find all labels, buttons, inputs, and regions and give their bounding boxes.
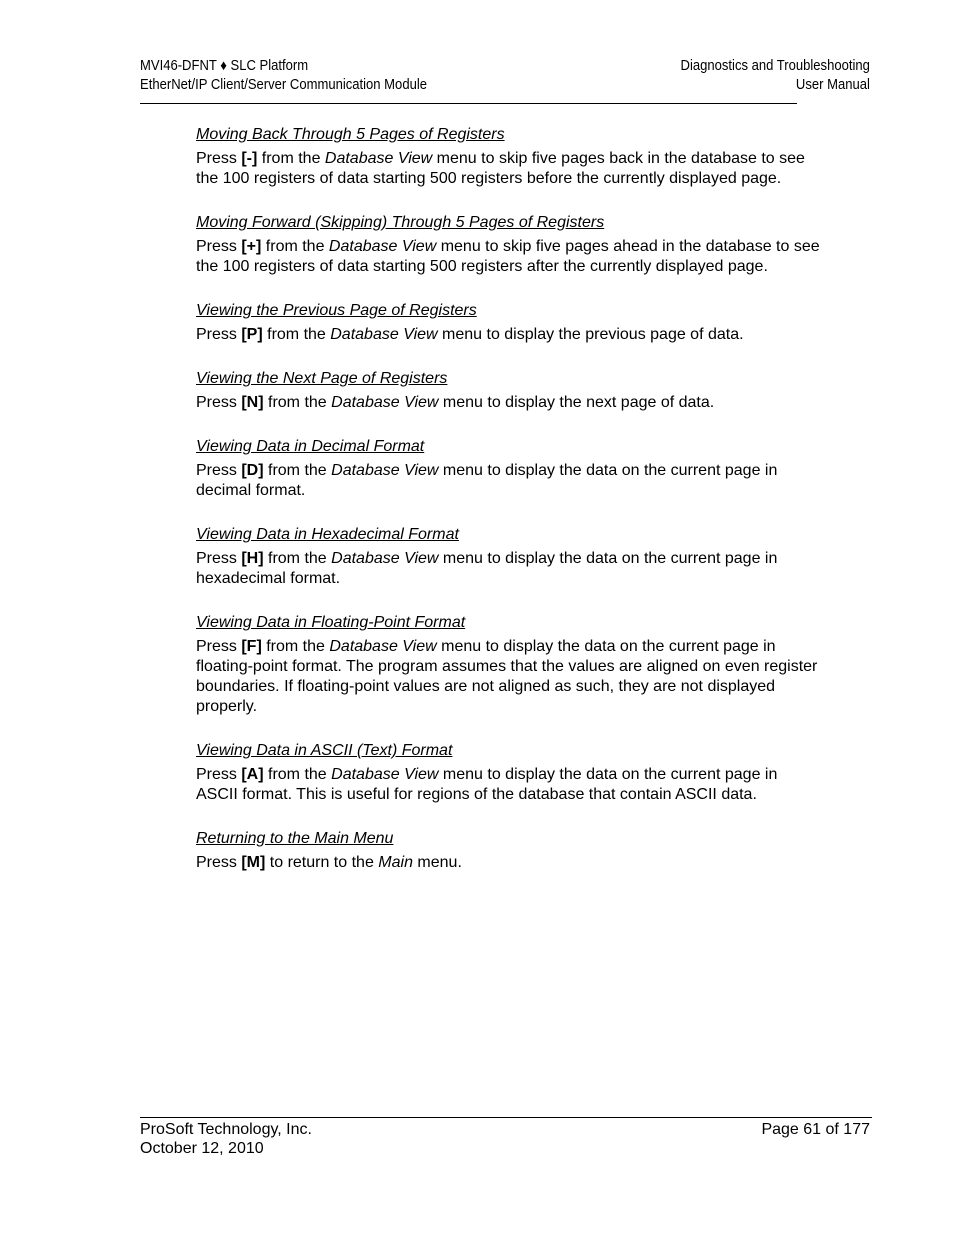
section-main-menu [196, 829, 821, 873]
menu-name: Database View [331, 550, 439, 567]
text-description: menu to display the data on the current page in hexadecimal format. [196, 550, 778, 587]
section-forward-5-pages [196, 213, 821, 277]
section-title: Viewing the Next Page of Registers [196, 370, 448, 387]
text-from: from the [263, 550, 332, 567]
text-press: Press [196, 150, 242, 167]
text-description: menu to display the next page of data. [438, 394, 715, 411]
section-ascii-format [196, 741, 821, 805]
section-title: Viewing Data in ASCII (Text) Format [196, 742, 453, 759]
footer-right [761, 1120, 870, 1139]
text-description: menu to display the previous page of data. [437, 326, 744, 343]
text-description: menu to skip five pages back in the database to see the 100 registers of data starting 500 registers before the currently displayed page. [196, 150, 805, 187]
document-body [196, 125, 821, 897]
key-label: [A] [241, 766, 264, 783]
section-text [196, 393, 821, 413]
section-text [196, 461, 821, 501]
text-from: from the [257, 150, 325, 167]
section-next-page [196, 369, 821, 413]
section-previous-page [196, 301, 821, 345]
publish-date: October 12, 2010 [140, 1140, 264, 1157]
key-label: [D] [241, 462, 264, 479]
text-description: menu to display the data on the current page in ASCII format. This is useful for regions of the database that contain ASCII data. [196, 766, 778, 803]
section-title: Viewing Data in Hexadecimal Format [196, 526, 459, 543]
chapter-title: Diagnostics and Troubleshooting [680, 58, 870, 74]
section-text [196, 765, 821, 805]
section-title: Moving Back Through 5 Pages of Registers [196, 126, 505, 143]
text-from: from the [263, 394, 332, 411]
key-label: [H] [241, 550, 264, 567]
section-title: Returning to the Main Menu [196, 830, 394, 847]
header-left [140, 57, 427, 95]
key-label: [N] [241, 394, 264, 411]
section-text [196, 149, 821, 189]
menu-name: Database View [324, 150, 433, 167]
menu-name: Database View [331, 462, 439, 479]
section-text [196, 237, 821, 277]
text-description: menu to skip five pages ahead in the database to see the 100 registers of data starting 500 registers after the currently displayed page. [196, 238, 820, 275]
footer-divider [140, 1117, 872, 1118]
key-label: [F] [241, 638, 262, 655]
text-press: Press [196, 766, 242, 783]
section-text [196, 637, 821, 717]
section-title: Viewing Data in Decimal Format [196, 438, 425, 455]
text-press: Press [196, 238, 242, 255]
text-press: Press [196, 550, 242, 567]
section-text [196, 325, 821, 345]
text-press: Press [196, 638, 242, 655]
text-press: Press [196, 854, 242, 871]
text-from: from the [261, 638, 330, 655]
company-name: ProSoft Technology, Inc. [140, 1121, 312, 1138]
section-hexadecimal-format [196, 525, 821, 589]
key-label: [-] [241, 150, 258, 167]
menu-name: Database View [328, 238, 437, 255]
text-from: to return to the [265, 854, 379, 871]
footer-left [140, 1120, 312, 1158]
section-decimal-format [196, 437, 821, 501]
key-label: [M] [241, 854, 266, 871]
text-description: menu. [412, 854, 462, 871]
text-from: from the [263, 766, 332, 783]
text-press: Press [196, 326, 242, 343]
text-from: from the [263, 462, 332, 479]
section-title: Moving Forward (Skipping) Through 5 Pages of Registers [196, 214, 605, 231]
key-label: [+] [241, 238, 262, 255]
product-line: MVI46-DFNT ♦ SLC Platform [140, 58, 309, 74]
menu-name: Database View [329, 638, 437, 655]
section-text [196, 549, 821, 589]
key-label: [P] [241, 326, 263, 343]
section-title: Viewing the Previous Page of Registers [196, 302, 477, 319]
page-number: Page 61 of 177 [761, 1121, 870, 1138]
module-name: EtherNet/IP Client/Server Communication Module [140, 77, 427, 93]
text-description: menu to display the data on the current page in decimal format. [196, 462, 778, 499]
section-title: Viewing Data in Floating-Point Format [196, 614, 466, 631]
text-press: Press [196, 462, 242, 479]
text-from: from the [261, 238, 329, 255]
manual-type: User Manual [795, 77, 870, 93]
section-back-5-pages [196, 125, 821, 189]
menu-name: Database View [331, 766, 439, 783]
page-header [140, 57, 870, 104]
menu-name: Database View [330, 326, 438, 343]
header-right [681, 57, 870, 95]
section-floating-point-format [196, 613, 821, 717]
menu-name: Main [378, 854, 413, 871]
section-text [196, 853, 821, 873]
text-press: Press [196, 394, 242, 411]
text-description: menu to display the data on the current page in floating-point format. The program assumes that the values are aligned on even register boundaries. If floating-point values are not aligned as such, they are not displayed properly. [196, 638, 818, 715]
text-from: from the [262, 326, 331, 343]
menu-name: Database View [331, 394, 439, 411]
